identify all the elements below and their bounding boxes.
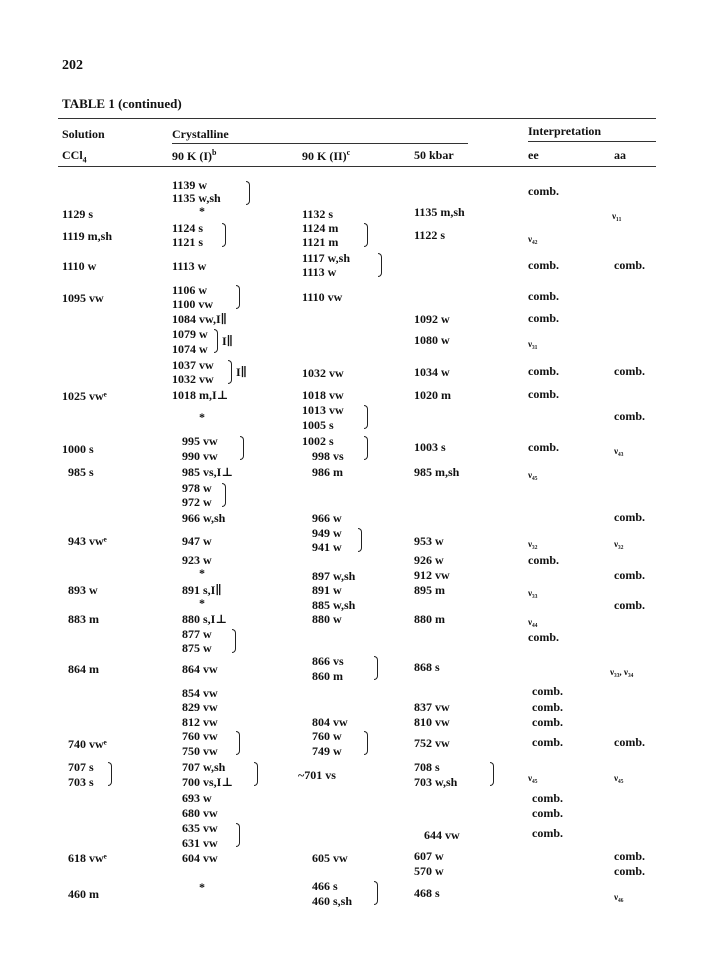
- group-brace: [214, 329, 218, 353]
- table-cell: comb.: [614, 409, 645, 423]
- group-brace: [490, 762, 494, 786]
- table-cell: comb.: [614, 510, 645, 524]
- group-brace: [236, 285, 240, 309]
- table-cell: ν₃₁: [528, 339, 538, 349]
- table-cell: *: [199, 410, 205, 424]
- table-cell: 891 w: [312, 583, 342, 597]
- table-cell: 1124 s: [172, 221, 204, 235]
- table-cell: ν₃₃: [528, 588, 538, 598]
- table-cell: comb.: [532, 791, 563, 805]
- table-cell: 885 w,sh: [312, 598, 356, 612]
- crystalline-rule: [172, 143, 468, 144]
- table-cell: 1002 s: [302, 434, 334, 448]
- header-50kbar: 50 kbar: [414, 148, 454, 162]
- table-cell: comb.: [614, 364, 645, 378]
- table-cell: 953 w: [414, 534, 444, 548]
- table-cell: 460 s,sh: [312, 894, 353, 908]
- table-cell: 880 s,I⊥: [182, 612, 227, 626]
- table-cell: 1032 vw: [302, 366, 344, 380]
- group-brace: [222, 223, 226, 247]
- table-cell: comb.: [528, 364, 559, 378]
- table-cell: 680 vw: [182, 806, 218, 820]
- table-cell: 750 vw: [182, 744, 218, 758]
- table-cell: 1117 w,sh: [302, 251, 351, 265]
- table-cell: 923 w: [182, 553, 212, 567]
- table-cell: 752 vw: [414, 736, 450, 750]
- group-brace: [364, 405, 368, 429]
- table-cell: comb.: [532, 700, 563, 714]
- table-cell: 1113 w: [302, 265, 337, 279]
- table-cell: 1139 w: [172, 178, 208, 192]
- table-cell: ν₄₅: [528, 773, 538, 783]
- table-cell: 837 vw: [414, 700, 450, 714]
- table-cell: comb.: [532, 806, 563, 820]
- table-cell: 605 vw: [312, 851, 348, 865]
- table-cell: 1037 vw: [172, 358, 214, 372]
- table-cell: *: [199, 204, 205, 218]
- table-cell: 812 vw: [182, 715, 218, 729]
- table-cell: *: [199, 880, 205, 894]
- table-cell: comb.: [528, 311, 559, 325]
- table-cell: 949 w: [312, 526, 342, 540]
- table-cell: 1025 vwᵉ: [62, 389, 107, 403]
- table-cell: 810 vw: [414, 715, 450, 729]
- group-brace: [246, 181, 250, 205]
- header-90k-ii: 90 K (II)$^c$: [302, 148, 351, 163]
- table-cell: 708 s: [414, 760, 440, 774]
- table-cell: comb.: [532, 715, 563, 729]
- group-brace: [236, 823, 240, 847]
- table-cell: 877 w: [182, 627, 212, 641]
- group-brace: [358, 528, 362, 552]
- table-cell: 1084 vw,I∥: [172, 312, 228, 326]
- table-cell: 912 vw: [414, 568, 450, 582]
- table-cell: ν₃₃, ν₃₄: [610, 667, 634, 677]
- table-cell: 985 s: [68, 465, 94, 479]
- table-cell: 1124 m: [302, 221, 339, 235]
- table-cell: 986 m: [312, 465, 343, 479]
- table-cell: ν₄₄: [528, 617, 538, 627]
- group-brace: [232, 629, 236, 653]
- group-brace: [374, 881, 378, 905]
- table-cell: I∥: [222, 334, 234, 348]
- table-cell: 1020 m: [414, 388, 451, 402]
- table-cell: 618 vwᵉ: [68, 851, 107, 865]
- group-brace: [254, 762, 258, 786]
- table-cell: 707 s: [68, 760, 94, 774]
- table-cell: comb.: [528, 184, 559, 198]
- table-cell: 978 w: [182, 481, 212, 495]
- group-brace: [364, 731, 368, 755]
- table-cell: 703 w,sh: [414, 775, 458, 789]
- page-number: 202: [62, 58, 83, 73]
- group-brace: [108, 762, 112, 786]
- table-cell: *: [199, 566, 205, 580]
- table-cell: 1003 s: [414, 440, 446, 454]
- table-cell: 1095 vw: [62, 291, 104, 305]
- table-cell: comb.: [614, 258, 645, 272]
- table-cell: 1135 w,sh: [172, 191, 221, 205]
- table-cell: 995 vw: [182, 434, 218, 448]
- table-cell: 1110 w: [62, 259, 97, 273]
- table-cell: 468 s: [414, 886, 440, 900]
- table-cell: 635 vw: [182, 821, 218, 835]
- table-cell: 707 w,sh: [182, 760, 226, 774]
- table-cell: 804 vw: [312, 715, 348, 729]
- table-cell: 1092 w: [414, 312, 450, 326]
- table-cell: 864 m: [68, 662, 99, 676]
- table-cell: 631 vw: [182, 836, 218, 850]
- table-cell: 693 w: [182, 791, 212, 805]
- table-cell: 1018 m,I⊥: [172, 388, 229, 402]
- table-cell: 860 m: [312, 669, 343, 683]
- table-cell: ν₄₅: [614, 773, 624, 783]
- header-solvent: CCl$_4$: [62, 148, 87, 165]
- table-cell: 1013 vw: [302, 403, 344, 417]
- table-cell: 895 m: [414, 583, 445, 597]
- table-cell: 854 vw: [182, 686, 218, 700]
- group-brace: [378, 253, 382, 277]
- table-cell: 570 w: [414, 864, 444, 878]
- table-cell: 1129 s: [62, 207, 94, 221]
- table-cell: 985 vs,I⊥: [182, 465, 233, 479]
- table-header-rule: [58, 166, 656, 167]
- table-cell: 943 vwᵉ: [68, 534, 107, 548]
- table-cell: 875 w: [182, 641, 212, 655]
- table-cell: 466 s: [312, 879, 338, 893]
- table-cell: ~701 vs: [298, 768, 336, 782]
- group-brace: [364, 223, 368, 247]
- table-cell: 972 w: [182, 495, 212, 509]
- table-cell: ν₃₂: [614, 539, 624, 549]
- table-cell: 990 vw: [182, 449, 218, 463]
- table-cell: 1079 w: [172, 327, 208, 341]
- table-cell: 1132 s: [302, 207, 334, 221]
- table-cell: comb.: [528, 630, 559, 644]
- table-cell: 740 vwᵉ: [68, 737, 107, 751]
- table-cell: 1018 vw: [302, 388, 344, 402]
- table-cell: 1113 w: [172, 259, 207, 273]
- table-cell: comb.: [614, 849, 645, 863]
- table-top-rule: [58, 118, 656, 119]
- table-cell: 998 vs: [312, 449, 344, 463]
- table-cell: 1080 w: [414, 333, 450, 347]
- table-cell: 868 s: [414, 660, 440, 674]
- table-cell: 1100 vw: [172, 297, 214, 311]
- table-cell: comb.: [528, 258, 559, 272]
- table-cell: 1135 m,sh: [414, 205, 465, 219]
- table-cell: 966 w,sh: [182, 511, 226, 525]
- table-cell: 893 w: [68, 583, 98, 597]
- table-cell: comb.: [528, 289, 559, 303]
- table-cell: 1122 s: [414, 228, 446, 242]
- table-cell: ν₄₆: [614, 892, 624, 902]
- table-cell: ν₄₃: [614, 446, 624, 456]
- table-cell: 604 vw: [182, 851, 218, 865]
- group-brace: [364, 436, 368, 460]
- table-cell: 1119 m,sh: [62, 229, 113, 243]
- header-aa: aa: [614, 148, 626, 162]
- table-cell: comb.: [614, 735, 645, 749]
- header-solution: Solution: [62, 127, 105, 141]
- group-brace: [222, 483, 226, 507]
- table-cell: 760 w: [312, 729, 342, 743]
- group-brace: [228, 360, 232, 384]
- table-cell: 1110 vw: [302, 290, 343, 304]
- table-cell: comb.: [532, 684, 563, 698]
- table-cell: 864 vw: [182, 662, 218, 676]
- table-cell: 866 vs: [312, 654, 344, 668]
- table-cell: 829 vw: [182, 700, 218, 714]
- table-cell: 1121 m: [302, 235, 339, 249]
- group-brace: [240, 436, 244, 460]
- table-cell: 947 w: [182, 534, 212, 548]
- header-crystalline: Crystalline: [172, 127, 229, 141]
- table-cell: comb.: [528, 387, 559, 401]
- table-cell: 897 w,sh: [312, 569, 356, 583]
- interpretation-rule: [528, 141, 656, 142]
- group-brace: [236, 731, 240, 755]
- table-cell: 1106 w: [172, 283, 208, 297]
- table-cell: 1074 w: [172, 342, 208, 356]
- table-cell: 460 m: [68, 887, 99, 901]
- table-cell: ν₄₅: [528, 470, 538, 480]
- table-cell: I∥: [236, 365, 248, 379]
- header-ee: ee: [528, 148, 539, 162]
- group-brace: [374, 656, 378, 680]
- table-cell: comb.: [532, 735, 563, 749]
- table-cell: 880 w: [312, 612, 342, 626]
- table-cell: 644 vw: [424, 828, 460, 842]
- table-cell: 1121 s: [172, 235, 204, 249]
- table-cell: 1000 s: [62, 442, 94, 456]
- table-cell: 607 w: [414, 849, 444, 863]
- table-cell: 760 vw: [182, 729, 218, 743]
- table-cell: comb.: [528, 440, 559, 454]
- header-90k-i: 90 K $(I)^b$: [172, 148, 217, 163]
- table-cell: comb.: [528, 553, 559, 567]
- table-cell: 926 w: [414, 553, 444, 567]
- table-cell: 1005 s: [302, 418, 334, 432]
- table-cell: ν₁₁: [612, 211, 622, 221]
- header-interpretation: Interpretation: [528, 124, 602, 138]
- table-cell: comb.: [614, 598, 645, 612]
- table-cell: ν₃₂: [528, 539, 538, 549]
- table-cell: comb.: [614, 568, 645, 582]
- table-cell: 966 w: [312, 511, 342, 525]
- table-cell: 1032 vw: [172, 372, 214, 386]
- table-cell: 749 w: [312, 744, 342, 758]
- table-cell: 703 s: [68, 775, 94, 789]
- table-cell: 1034 w: [414, 365, 450, 379]
- table-cell: 941 w: [312, 540, 342, 554]
- table-cell: *: [199, 596, 205, 610]
- table-cell: ν₄₂: [528, 234, 538, 244]
- table-cell: 985 m,sh: [414, 465, 460, 479]
- table-caption: TABLE 1 (continued): [62, 96, 182, 111]
- table-cell: 883 m: [68, 612, 99, 626]
- table-cell: 880 m: [414, 612, 445, 626]
- table-cell: comb.: [614, 864, 645, 878]
- table-cell: 700 vs,I⊥: [182, 775, 233, 789]
- table-cell: 891 s,I∥: [182, 583, 222, 597]
- table-cell: comb.: [532, 826, 563, 840]
